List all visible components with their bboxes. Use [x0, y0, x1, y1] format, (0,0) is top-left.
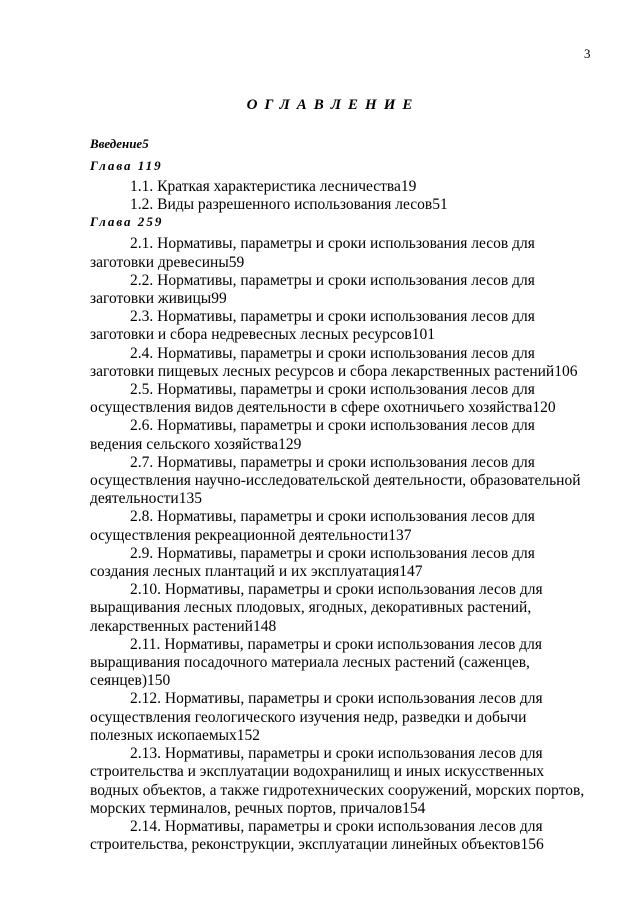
intro-page: 5	[142, 136, 149, 151]
toc-entry-introduction[interactable]	[90, 136, 590, 158]
intro-label: Введение	[90, 136, 143, 151]
section-title: Нормативы, параметры и сроки использования лесов для осуществления рекреационной деятельности	[90, 508, 535, 544]
toc-chapter-2-heading[interactable]	[90, 214, 590, 235]
section-title: Нормативы, параметры и сроки использования лесов для заготовки живицы	[90, 271, 535, 308]
section-number: 2.5.	[130, 381, 154, 399]
toc-section-entry[interactable]	[90, 636, 590, 691]
section-page: 99	[211, 290, 227, 308]
section-title: Нормативы, параметры и сроки использования лесов для осуществления видов деятельности в сфере охотничьего хозяйства	[90, 381, 535, 417]
chapter-1-section-list	[90, 178, 590, 214]
table-of-contents	[90, 136, 590, 854]
section-number: 2.13.	[130, 745, 161, 763]
section-page: 156	[520, 836, 544, 854]
section-page: 147	[399, 563, 423, 581]
section-page: 101	[411, 326, 436, 344]
section-number: 2.8.	[130, 508, 154, 526]
section-number: 2.6.	[130, 417, 154, 435]
toc-section-entry[interactable]	[90, 381, 590, 417]
toc-section-entry[interactable]	[90, 308, 590, 344]
section-number: 2.1.	[130, 235, 154, 253]
section-page: 51	[432, 196, 448, 214]
section-title: Нормативы, параметры и сроки использования лесов для создания лесных плантаций и их эксплуатация	[90, 544, 535, 581]
section-page: 120	[532, 399, 556, 417]
toc-section-entry[interactable]	[90, 545, 590, 581]
section-number: 2.9.	[130, 544, 154, 562]
section-title: Нормативы, параметры и сроки использования лесов для выращивания посадочного материала лесных растений (саженцев, сеянцев)	[90, 635, 543, 690]
toc-section-entry[interactable]	[90, 196, 590, 214]
section-title: Нормативы, параметры и сроки использования лесов для ведения сельского хозяйства	[90, 417, 535, 453]
chapter-label: Глава 2	[90, 214, 147, 230]
toc-section-entry[interactable]	[90, 272, 590, 308]
chapter-page: 19	[145, 158, 163, 173]
toc-section-entry[interactable]	[90, 690, 590, 745]
toc-section-entry[interactable]	[90, 178, 590, 196]
section-title: Нормативы, параметры и сроки использования лесов для заготовки и сбора недревесных лесных ресурсов	[90, 308, 535, 344]
section-title: Нормативы, параметры и сроки использования лесов для выращивания лесных плодовых, ягодных, декоративных растений, лекарственных растений	[90, 581, 543, 635]
section-number: 2.14.	[130, 817, 161, 835]
section-page: 19	[400, 178, 417, 195]
section-number: 1.2.	[130, 196, 154, 214]
section-number: 2.2.	[130, 271, 154, 289]
section-title: Краткая характеристика лесничества	[157, 178, 401, 195]
toc-section-entry[interactable]	[90, 818, 590, 854]
toc-chapter-1-heading[interactable]	[90, 158, 590, 178]
chapter-page: 59	[146, 214, 164, 230]
section-page: 129	[278, 435, 302, 453]
toc-section-entry[interactable]	[90, 508, 590, 544]
section-number: 2.3.	[130, 308, 154, 326]
section-title: Нормативы, параметры и сроки использования лесов для осуществления научно-исследовательской деятельности, образовательной деятельности	[90, 453, 581, 508]
table-of-contents-title: ОГЛАВЛЕНИЕ	[246, 97, 420, 113]
section-page: 59	[228, 253, 245, 271]
section-page: 135	[178, 490, 202, 508]
toc-section-entry[interactable]	[90, 581, 590, 636]
section-title: Нормативы, параметры и сроки использования лесов для заготовки пищевых лесных ресурсов и сбора лекарственных растений	[90, 344, 555, 380]
chapter-label: Глава 1	[90, 158, 146, 173]
chapter-2-section-list	[90, 235, 590, 854]
section-number: 1.1.	[130, 178, 154, 195]
section-title: Нормативы, параметры и сроки использования лесов для строительства, реконструкции, эксплуатации линейных объектов	[90, 817, 543, 854]
section-page: 148	[252, 617, 277, 635]
section-number: 2.11.	[130, 635, 161, 653]
section-title: Нормативы, параметры и сроки использования лесов для заготовки древесины	[90, 235, 535, 271]
section-title: Нормативы, параметры и сроки использования лесов для строительства и эксплуатации водохранилищ и иных искусственных водных объектов, а также гидротехнических сооружений, морских портов, морских терминалов, речных портов, причалов	[90, 745, 585, 817]
section-number: 2.12.	[130, 690, 161, 708]
section-title: Виды разрешенного использования лесов	[157, 196, 433, 214]
section-title: Нормативы, параметры и сроки использования лесов для осуществления геологического изучения недр, разведки и добычи полезных ископаемых	[90, 690, 543, 744]
toc-section-entry[interactable]	[90, 417, 590, 453]
toc-section-entry[interactable]	[90, 745, 590, 818]
section-number: 2.4.	[130, 344, 154, 362]
section-page: 154	[402, 799, 426, 817]
section-page: 106	[554, 362, 578, 380]
section-number: 2.7.	[130, 453, 154, 471]
toc-section-entry[interactable]	[90, 454, 590, 509]
section-page: 150	[147, 672, 171, 690]
section-number: 2.10.	[130, 581, 161, 599]
toc-section-entry[interactable]	[90, 235, 590, 271]
section-page: 137	[388, 526, 412, 544]
page-number: 3	[584, 46, 591, 61]
toc-section-entry[interactable]	[90, 345, 590, 381]
section-page: 152	[236, 726, 261, 744]
